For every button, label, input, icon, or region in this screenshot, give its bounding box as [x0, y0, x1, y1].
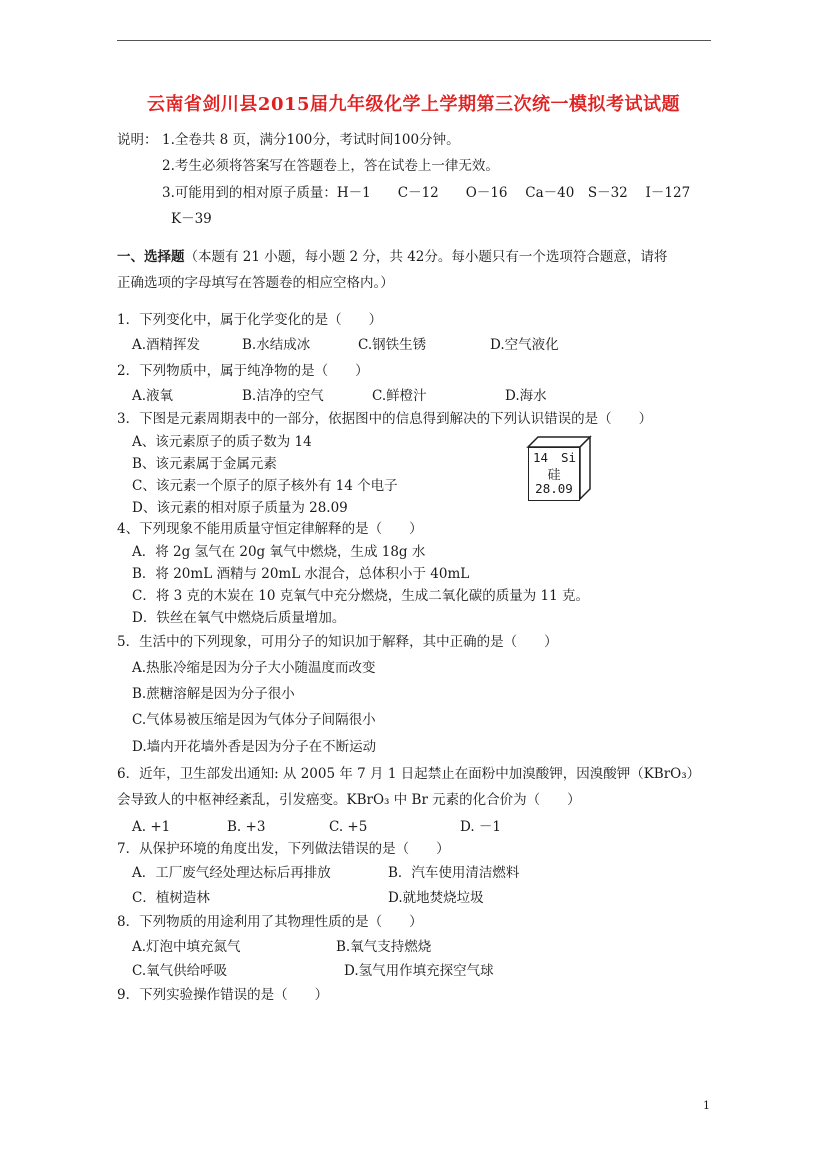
- page-number: 1: [703, 1099, 710, 1112]
- q8-option-d: D.氢气用作填充探空气球: [344, 963, 494, 979]
- header-rule: [117, 40, 711, 41]
- q9-stem: 9．下列实验操作错误的是（ ）: [117, 987, 329, 1003]
- section-intro-line2: 正确选项的字母填写在答题卷的相应空格内。）: [117, 275, 394, 291]
- atomic-number: 14: [533, 450, 549, 465]
- q3-option-b: B、该元素属于金属元素: [132, 456, 277, 472]
- q4-option-c: C．将 3 克的木炭在 10 克氧气中充分燃烧，生成二氧化碳的质量为 11 克。: [132, 588, 590, 604]
- q2-option-a: A.液氧: [132, 388, 174, 404]
- q6-option-d: D. －1: [460, 819, 502, 835]
- q3-option-d: D、该元素的相对原子质量为 28.09: [132, 500, 348, 516]
- q7-option-a: A．工厂废气经处理达标后再排放: [132, 865, 331, 881]
- section-intro-line1: [117, 248, 667, 266]
- q2-stem: 2．下列物质中，属于纯净物的是（ ）: [117, 363, 369, 379]
- q3-option-c: C、该元素一个原子的原子核外有 14 个电子: [132, 478, 398, 494]
- q8-option-b: B.氧气支持燃烧: [336, 939, 432, 955]
- q1-stem: 1．下列变化中，属于化学变化的是（ ）: [117, 312, 383, 328]
- q1-option-c: C.钢铁生锈: [358, 337, 427, 353]
- q7-option-c: C．植树造林: [132, 890, 210, 906]
- page-title: 云南省剑川县2015届九年级化学上学期第三次统一模拟考试试题: [146, 94, 681, 115]
- note-2: 2.考生必须将答案写在答题卷上，答在试卷上一律无效。: [162, 158, 499, 174]
- q7-option-d: D.就地焚烧垃圾: [388, 890, 484, 906]
- q2-option-c: C.鲜橙汁: [372, 388, 427, 404]
- q2-option-b: B.洁净的空气: [242, 388, 324, 404]
- atomic-mass: 28.09: [535, 481, 573, 496]
- q6-option-a: A. +1: [132, 819, 171, 835]
- q4-option-b: B．将 20mL 酒精与 20mL 水混合，总体积小于 40mL: [132, 566, 470, 582]
- q2-option-d: D.海水: [505, 388, 547, 404]
- q4-stem: 4、下列现象不能用质量守恒定律解释的是（ ）: [117, 521, 423, 537]
- q4-option-a: A．将 2g 氢气在 20g 氧气中燃烧，生成 18g 水: [132, 544, 426, 560]
- q7-option-b: B．汽车使用清洁燃料: [388, 865, 520, 881]
- note-3-continued: K－39: [171, 211, 212, 227]
- q1-option-a: A.酒精挥发: [132, 337, 201, 353]
- note-1: 1.全卷共 8 页，满分100分，考试时间100分钟。: [162, 132, 460, 148]
- element-name: 硅: [547, 468, 561, 483]
- q7-stem: 7．从保护环境的角度出发，下列做法错误的是（ ）: [117, 841, 450, 857]
- notes-label: 说明：: [117, 132, 158, 148]
- q8-option-a: A.灯泡中填充氮气: [132, 939, 241, 955]
- note-3: 3.可能用到的相对原子质量：H－1 C－12 O－16 Ca－40 S－32 I－127: [162, 185, 691, 201]
- q3-stem: 3．下图是元素周期表中的一部分，依据图中的信息得到解决的下列认识错误的是（ ）: [117, 411, 653, 427]
- q5-option-c: C.气体易被压缩是因为气体分子间隔很小: [132, 712, 376, 728]
- q4-option-d: D．铁丝在氧气中燃烧后质量增加。: [132, 610, 346, 626]
- q6-option-b: B. +3: [227, 819, 266, 835]
- periodic-table-cell: [528, 447, 580, 501]
- q1-option-d: D.空气液化: [490, 337, 559, 353]
- q5-stem: 5．生活中的下列现象，可用分子的知识加于解释，其中正确的是（ ）: [117, 634, 558, 650]
- q8-option-c: C.氧气供给呼吸: [132, 963, 228, 979]
- q5-option-a: A.热胀冷缩是因为分子大小随温度而改变: [132, 660, 376, 676]
- q3-option-a: A、该元素原子的质子数为 14: [132, 434, 312, 450]
- q8-stem: 8．下列物质的用途利用了其物理性质的是（ ）: [117, 914, 423, 930]
- q5-option-d: D.墙内开花墙外香是因为分子在不断运动: [132, 739, 377, 755]
- element-symbol: Si: [560, 450, 576, 465]
- q1-option-b: B.水结成冰: [242, 337, 311, 353]
- section-intro: （本题有 21 小题，每小题 2 分，共 42分。每小题只有一个选项符合题意，请将: [184, 249, 668, 265]
- q6-stem-line1: 6．近年，卫生部发出通知: 从 2005 年 7 月 1 日起禁止在面粉中加溴酸钾，因溴酸钾（KBrO₃）: [117, 766, 701, 782]
- q5-option-b: B.蔗糖溶解是因为分子很小: [132, 686, 295, 702]
- q6-stem-line2: 会导致人的中枢神经紊乱，引发癌变。KBrO₃ 中 Br 元素的化合价为（ ）: [117, 792, 581, 808]
- q6-option-c: C. +5: [329, 819, 368, 835]
- section-heading: 一、选择题: [117, 249, 185, 265]
